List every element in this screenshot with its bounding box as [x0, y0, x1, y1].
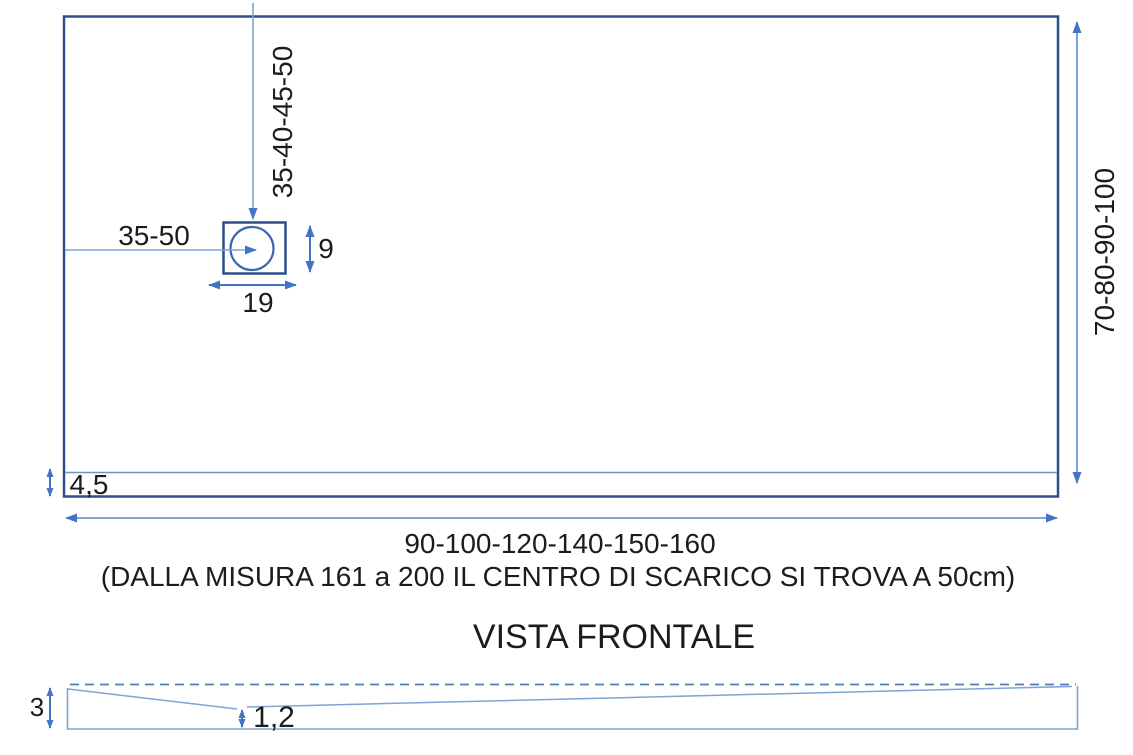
drain-offset-horizontal-label: 35-50 [118, 220, 190, 251]
tray-width-label: 90-100-120-140-150-160 [404, 528, 716, 559]
min-thickness-label: 1,2 [253, 701, 295, 734]
front-view-title: VISTA FRONTALE [472, 618, 756, 656]
tray-depth-label: 70-80-90-100 [1089, 167, 1120, 337]
border-band-label: 4,5 [69, 469, 109, 500]
drain-circle [231, 227, 274, 270]
drain-height-label: 9 [318, 233, 334, 264]
floor-slope-right [247, 687, 1072, 708]
tray-width-note: (DALLA MISURA 161 a 200 IL CENTRO DI SCARICO SI TROVA A 50cm) [100, 561, 1016, 592]
tray-outline-top-view [64, 17, 1058, 500]
drain-offset-vertical-label: 35-40-45-50 [267, 45, 298, 199]
drain-width-label: 19 [242, 287, 274, 318]
drain-square [224, 223, 286, 274]
edge-height-label: 3 [29, 692, 45, 722]
floor-slope-left [68, 689, 237, 709]
